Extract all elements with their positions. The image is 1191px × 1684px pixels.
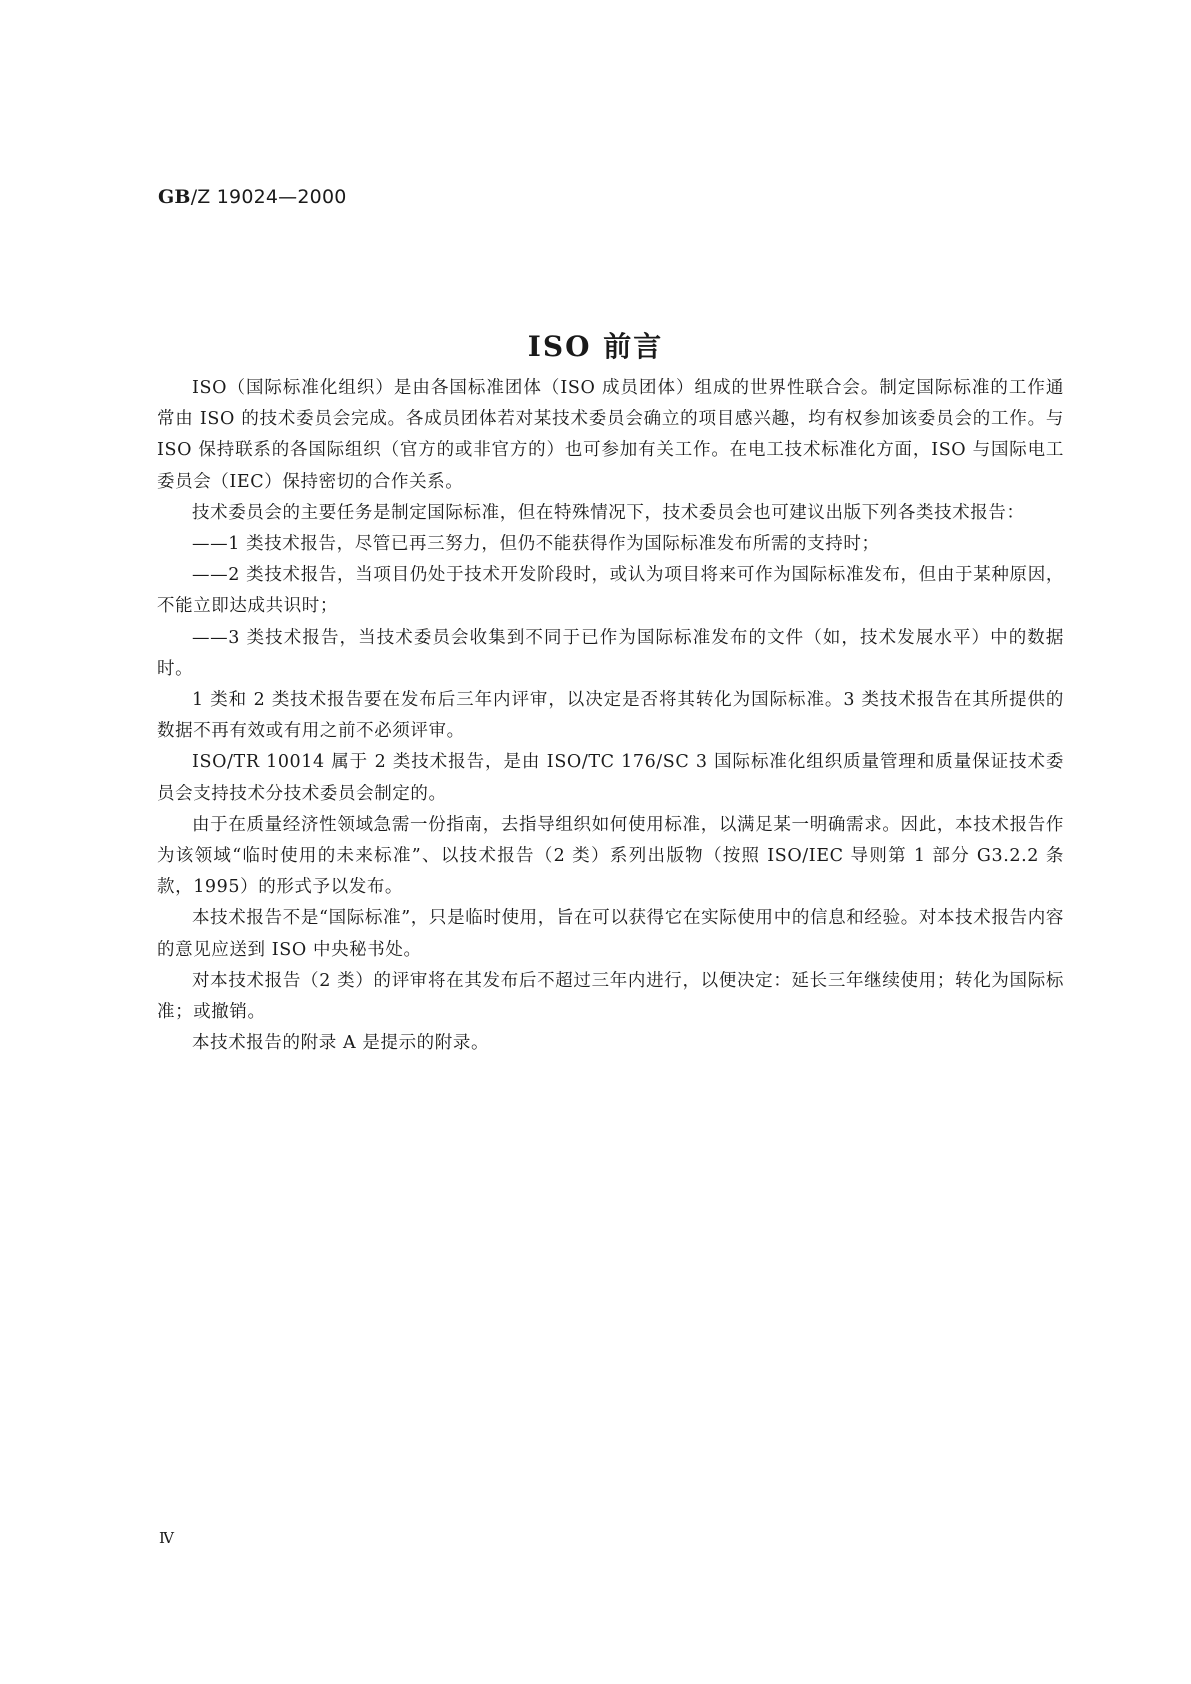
list-item: ——2 类技术报告，当项目仍处于技术开发阶段时，或认为项目将来可作为国际标准发布，但由于某种原因，不能立即达成共识时； <box>157 565 1064 617</box>
foreword-body <box>157 373 1064 1059</box>
list-item: ——3 类技术报告，当技术委员会收集到不同于已作为国际标准发布的文件（如，技术发展水平）中的数据时。 <box>157 627 1064 679</box>
standard-code <box>158 186 347 208</box>
paragraph: 由于在质量经济性领域急需一份指南，去指导组织如何使用标准，以满足某一明确需求。因此，本技术报告作为该领域“临时使用的未来标准”、以技术报告（2 类）系列出版物（按照 ISO/IEC 导则第 1 部分 G3.2.2 条款，1995）的形式予以发布。 <box>157 814 1064 898</box>
list-item: ——1 类技术报告，尽管已再三努力，但仍不能获得作为国际标准发布所需的支持时； <box>192 534 880 555</box>
paragraph: ISO/TR 10014 属于 2 类技术报告，是由 ISO/TC 176/SC 3 国际标准化组织质量管理和质量保证技术委员会支持技术分技术委员会制定的。 <box>157 752 1064 804</box>
page-number: Ⅳ <box>159 1529 174 1547</box>
page-title: ISO 前言 <box>527 329 664 363</box>
standard-code-number: /Z 19024—2000 <box>190 186 347 208</box>
paragraph: 对本技术报告（2 类）的评审将在其发布后不超过三年内进行，以便决定：延长三年继续使用；转化为国际标准；或撤销。 <box>157 970 1064 1023</box>
paragraph: ISO（国际标准化组织）是由各国标准团体（ISO 成员团体）组成的世界性联合会。制定国际标准的工作通常由 ISO 的技术委员会完成。各成员团体若对某技术委员会确立的项目感兴趣，均有权参加该委员会的工作。与 ISO 保持联系的各国际组织（官方的或非官方的）也可参加有关工作。在电工技术标准化方面，ISO 与国际电工委员会（IEC）保持密切的合作关系。 <box>157 378 1064 492</box>
paragraph: 1 类和 2 类技术报告要在发布后三年内评审，以决定是否将其转化为国际标准。3 类技术报告在其所提供的数据不再有效或有用之前不必须评审。 <box>157 690 1064 742</box>
paragraph: 技术委员会的主要任务是制定国际标准，但在特殊情况下，技术委员会也可建议出版下列各类技术报告： <box>192 502 1025 523</box>
standard-code-prefix: GB <box>158 186 191 208</box>
paragraph: 本技术报告不是“国际标准”，只是临时使用，旨在可以获得它在实际使用中的信息和经验。对本技术报告内容的意见应送到 ISO 中央秘书处。 <box>157 908 1064 960</box>
paragraph: 本技术报告的附录 A 是提示的附录。 <box>192 1033 490 1054</box>
